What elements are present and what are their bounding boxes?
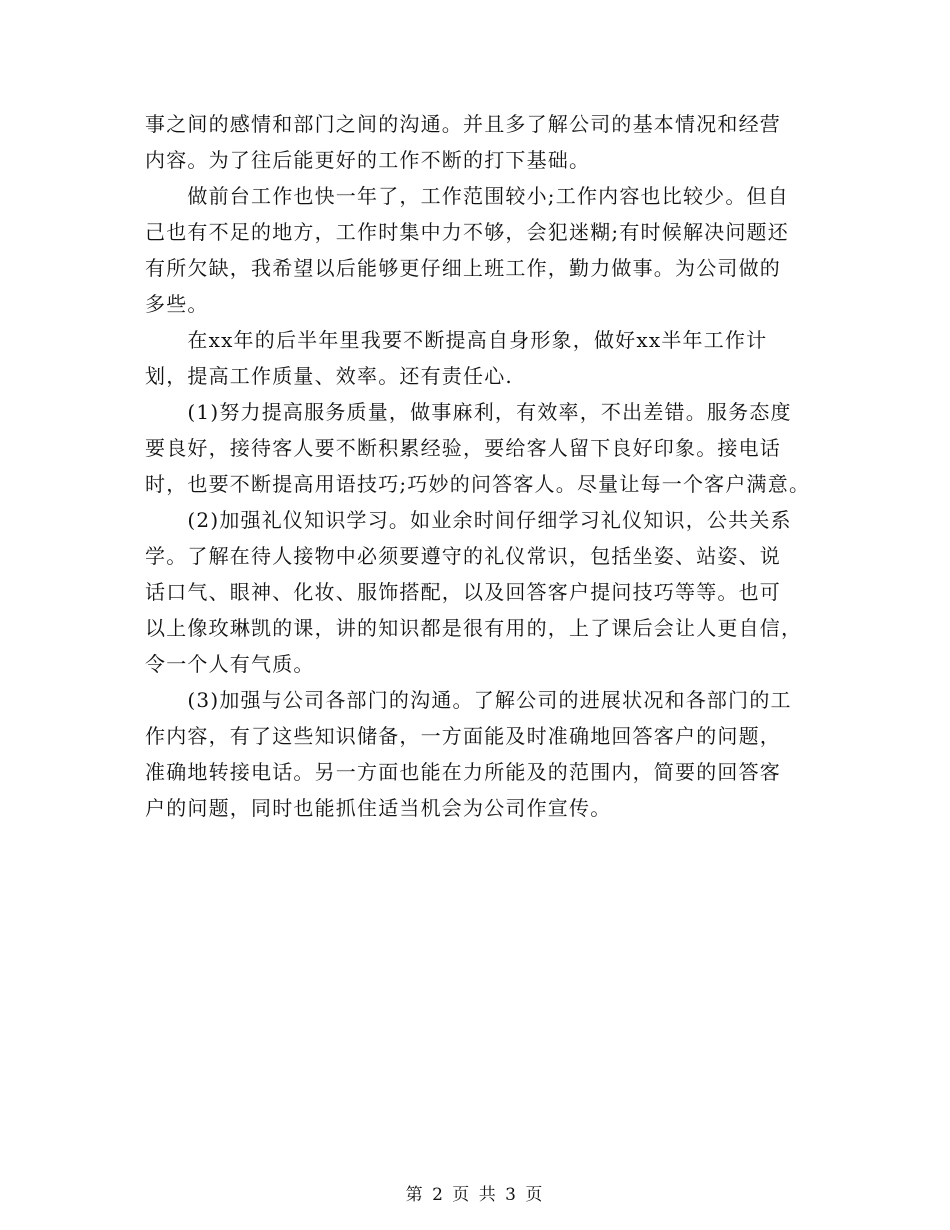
page-number-footer: 第 2 页 共 3 页: [405, 1185, 545, 1205]
text-line: 事之间的感情和部门之间的沟通。并且多了解公司的基本情况和经营: [145, 112, 781, 136]
text-line: 令一个人有气质。: [145, 652, 315, 676]
text-line: 多些。: [145, 292, 209, 316]
text-line: 时，也要不断提高用语技巧;巧妙的问答客人。尽量让每一个客户满意。: [145, 472, 811, 496]
text-line: 以上像玫琳凯的课，讲的知识都是很有用的，上了课后会让人更自信，: [145, 616, 803, 640]
text-line: 作内容，有了这些知识储备，一方面能及时准确地回答客户的问题，: [145, 724, 781, 748]
text-line: 准确地转接电话。另一方面也能在力所能及的范围内，简要的回答客: [145, 760, 781, 784]
text-line: 内容。为了往后能更好的工作不断的打下基础。: [145, 148, 591, 172]
text-line: (2)加强礼仪知识学习。如业余时间仔细学习礼仪知识，公共关系: [145, 508, 792, 532]
text-line: 有所欠缺，我希望以后能够更仔细上班工作，勤力做事。为公司做的: [145, 256, 781, 280]
body-text: [145, 106, 825, 826]
text-line: 划，提高工作质量、效率。还有责任心.: [145, 364, 513, 388]
text-line: (1)努力提高服务质量，做事麻利，有效率，不出差错。服务态度: [145, 400, 792, 424]
text-line: 话口气、眼神、化妆、服饰搭配，以及回答客户提问技巧等等。也可: [145, 580, 781, 604]
text-line: 学。了解在待人接物中必须要遵守的礼仪常识，包括坐姿、站姿、说: [145, 544, 781, 568]
text-line: 己也有不足的地方，工作时集中力不够，会犯迷糊;有时候解决问题还: [145, 220, 789, 244]
text-line: (3)加强与公司各部门的沟通。了解公司的进展状况和各部门的工: [145, 688, 792, 712]
text-line: 户的问题，同时也能抓住适当机会为公司作宣传。: [145, 796, 612, 820]
text-line: 做前台工作也快一年了，工作范围较小;工作内容也比较少。但自: [145, 184, 789, 208]
text-line: 在xx年的后半年里我要不断提高自身形象，做好xx半年工作计: [145, 328, 768, 352]
text-line: 要良好，接待客人要不断积累经验，要给客人留下良好印象。接电话: [145, 436, 781, 460]
